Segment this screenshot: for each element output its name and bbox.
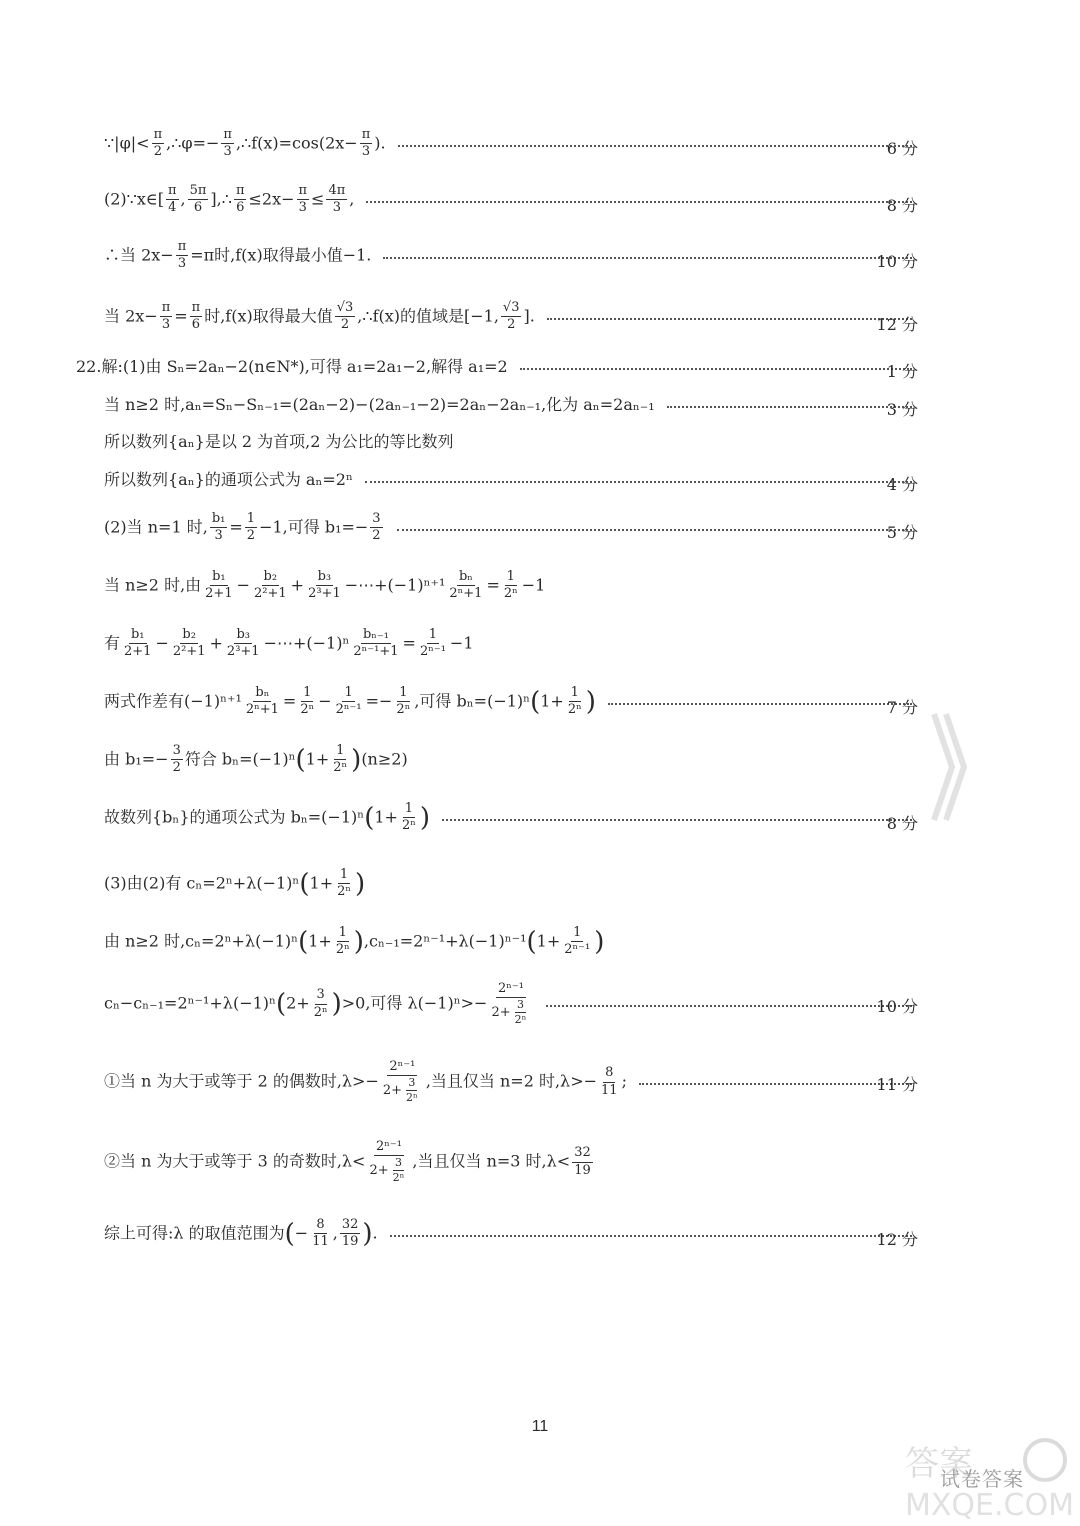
fraction: $\frac{\text{b₃}}{\text{2³+1}}$	[226, 627, 260, 660]
fraction: $\frac{\pi}{3}$	[298, 183, 308, 216]
fraction: $\frac{4\pi}{3}$	[328, 183, 346, 216]
solution-line-18: ①当 n 为大于或等于 2 的偶数时,λ>− 2ⁿ⁻¹ 2+ $\frac{3}{\text{2ⁿ}}$ ,当且仅当 n=2 时,λ>− $\frac{8}{11}$ ;	[104, 1060, 920, 1104]
dot-leader	[520, 368, 912, 370]
solution-line-3: ∴当 2x− $\frac{\pi}{3}$ =π时,f(x)取得最小值−1.	[104, 240, 920, 272]
fraction: $\frac{1}{\text{2ⁿ⁻¹}}$	[419, 627, 446, 660]
compound-fraction: 2ⁿ⁻¹ 2+ $\frac{3}{\text{2ⁿ}}$	[491, 981, 527, 1027]
score-label: 8 分	[886, 814, 918, 833]
fraction: $\frac{\text{b₁}}{3}$	[211, 511, 226, 544]
solution-line-17: cₙ−cₙ₋₁=2ⁿ⁻¹+λ(−1)ⁿ(2+ $\frac{3}{\text{2ⁿ}}$ )>0,可得 λ(−1)ⁿ>− 2ⁿ⁻¹ 2+ $\frac{3}{\text{2ⁿ}}$	[104, 982, 920, 1026]
dot-leader	[546, 1005, 912, 1007]
dot-leader	[383, 257, 912, 259]
solution-line-2: (2)∵x∈[ $\frac{\pi}{4}$ , $\frac{5\pi}{6}$ ],∴ $\frac{\pi}{6}$ ≤2x− $\frac{\pi}{3}$ ≤ $\frac{4\pi}{3}$ ,	[104, 184, 920, 216]
fraction: $\frac{32}{19}$	[574, 1145, 591, 1178]
solution-line-19: ②当 n 为大于或等于 3 的奇数时,λ< 2ⁿ⁻¹ 2+ $\frac{3}{\text{2ⁿ}}$ ,当且仅当 n=3 时,λ< $\frac{32}{19}$	[104, 1139, 591, 1185]
solution-line-4: 当 2x− $\frac{\pi}{3}$ = $\frac{\pi}{6}$ 时,f(x)取得最大值 $\frac{√3}{2}$ ,∴f(x)的值域是[−1, $\frac{√3}{2}$ ].	[104, 301, 920, 333]
score-label: 6 分	[886, 139, 918, 158]
solution-line-8: 所以数列{aₙ}的通项公式为 aₙ=2ⁿ	[104, 472, 920, 488]
solution-line-16: 由 n≥2 时,cₙ=2ⁿ+λ(−1)ⁿ(1+ $\frac{1}{\text{2ⁿ}}$ ),cₙ₋₁=2ⁿ⁻¹+λ(−1)ⁿ⁻¹(1+ $\frac{1}{\text{2ⁿ⁻¹}}$ )	[104, 925, 605, 958]
solution-line-15: (3)由(2)有 cₙ=2ⁿ+λ(−1)ⁿ(1+ $\frac{1}{\text{2ⁿ}}$ )	[104, 867, 366, 900]
fraction: $\frac{1}{\text{2ⁿ}}$	[300, 685, 315, 718]
compound-fraction: 2ⁿ⁻¹ 2+ $\frac{3}{\text{2ⁿ}}$	[369, 1139, 405, 1185]
score-label: 11 分	[876, 1075, 918, 1094]
score-label: 8 分	[886, 196, 918, 215]
watermark-site: MXQE.COM	[905, 1488, 1074, 1523]
fraction: $\frac{8}{11}$	[312, 1217, 329, 1250]
solution-line-7: 所以数列{aₙ}是以 2 为首项,2 为公比的等比数列	[104, 432, 454, 451]
fraction: $\frac{3}{2}$	[372, 511, 381, 544]
dot-leader	[547, 318, 912, 320]
score-label: 10 分	[876, 997, 918, 1016]
fraction: $\frac{1}{\text{2ⁿ}}$	[337, 867, 352, 900]
fraction: $\frac{\text{bₙ₋₁}}{\text{2ⁿ⁻¹+1}}$	[353, 627, 399, 660]
solution-line-9: (2)当 n=1 时, $\frac{\text{b₁}}{3}$ = $\frac{1}{2}$ −1,可得 b₁=− $\frac{3}{2}$	[104, 512, 920, 544]
fraction: $\frac{\pi}{3}$	[223, 127, 232, 160]
score-label: 3 分	[886, 400, 918, 419]
fraction: $\frac{1}{\text{2ⁿ⁻¹}}$	[564, 925, 591, 958]
score-label: 1 分	[886, 362, 918, 381]
score-label: 4 分	[886, 475, 918, 494]
dot-leader	[639, 1083, 912, 1085]
fraction: $\frac{√3}{2}$	[336, 300, 354, 333]
dot-leader	[366, 201, 912, 203]
solution-line-14: 故数列{bₙ}的通项公式为 bₙ=(−1)ⁿ(1+ $\frac{1}{\text{2ⁿ}}$ )	[104, 802, 920, 834]
score-label: 10 分	[876, 252, 918, 271]
solution-line-1: ∵|φ|< $\frac{\pi}{2}$ ,∴φ=− $\frac{\pi}{3}$ ,∴f(x)=cos(2x− $\frac{\pi}{3}$ ).	[104, 128, 920, 160]
page-number: 11	[531, 1418, 549, 1435]
score-label: 7 分	[886, 698, 918, 717]
fraction: $\frac{\pi}{6}$	[191, 300, 201, 333]
solution-line-20: 综上可得:λ 的取值范围为(− $\frac{8}{11}$ , $\frac{32}{19}$ ).	[104, 1218, 920, 1250]
fraction: $\frac{\text{b₂}}{\text{2²+1}}$	[254, 569, 287, 602]
fraction: $\frac{1}{\text{2ⁿ}}$	[396, 685, 411, 718]
fraction: $\frac{1}{\text{2ⁿ}}$	[333, 743, 348, 776]
next-page-chevron-icon[interactable]	[930, 712, 970, 822]
fraction: $\frac{\pi}{6}$	[235, 183, 245, 216]
fraction: $\frac{\pi}{3}$	[177, 239, 187, 272]
fraction: $\frac{\pi}{3}$	[161, 300, 171, 333]
fraction: $\frac{3}{\text{2ⁿ}}$	[514, 998, 527, 1027]
solution-line-6: 当 n≥2 时,aₙ=Sₙ−Sₙ₋₁=(2aₙ−2)−(2aₙ₋₁−2)=2aₙ−2aₙ₋₁,化为 aₙ=2aₙ₋₁	[104, 397, 920, 413]
fraction: $\frac{\pi}{2}$	[153, 127, 163, 160]
fraction: $\frac{1}{2}$	[246, 511, 256, 544]
fraction: $\frac{\text{b₁}}{2+1}$	[205, 569, 233, 602]
text: ∵|φ|<	[104, 133, 150, 153]
fraction: $\frac{√3}{2}$	[502, 300, 520, 333]
watermark-caption: 试卷答案	[940, 1469, 1024, 1491]
score-label: 12 分	[876, 1230, 918, 1249]
fraction: $\frac{1}{\text{2ⁿ}}$	[335, 925, 350, 958]
dot-leader	[667, 406, 912, 408]
fraction: $\frac{\pi}{4}$	[167, 183, 177, 216]
fraction: $\frac{8}{11}$	[601, 1065, 618, 1098]
fraction: $\frac{\text{bₙ}}{\text{2ⁿ+1}}$	[245, 685, 279, 718]
dot-leader	[390, 1235, 912, 1237]
fraction: $\frac{\text{b₂}}{\text{2²+1}}$	[172, 627, 206, 660]
fraction: $\frac{3}{2}$	[172, 743, 181, 776]
solution-line-10: 当 n≥2 时,由 $\frac{\text{b₁}}{2+1}$ − $\frac{\text{b₂}}{\text{2²+1}}$ + $\frac{\text{b₃}}{\text{2³+1}}$ −⋯+(−1)ⁿ⁺¹ $\frac{\text{bₙ}}{\text{2ⁿ+1}}$ = $\frac{1}{\text{2ⁿ}}$ −1	[104, 569, 546, 602]
dot-leader	[442, 819, 912, 821]
fraction: $\frac{1}{\text{2ⁿ⁻¹}}$	[335, 685, 362, 718]
fraction: $\frac{5\pi}{6}$	[189, 183, 207, 216]
fraction: $\frac{3}{\text{2ⁿ}}$	[406, 1076, 418, 1105]
dot-leader	[397, 529, 912, 531]
fraction: $\frac{\pi}{3}$	[361, 127, 371, 160]
watermark-text: 答案	[905, 1444, 973, 1484]
solution-line-13: 由 b₁=− $\frac{3}{2}$ 符合 bₙ=(−1)ⁿ(1+ $\frac{1}{\text{2ⁿ}}$ )(n≥2)	[104, 743, 408, 776]
fraction: $\frac{1}{\text{2ⁿ}}$	[401, 801, 416, 834]
fraction: $\frac{\text{b₁}}{2+1}$	[124, 627, 152, 660]
fraction: $\frac{1}{\text{2ⁿ}}$	[503, 569, 518, 602]
fraction: $\frac{32}{19}$	[341, 1217, 359, 1250]
solution-line-5: 22.解:(1)由 Sₙ=2aₙ−2(n∈N*),可得 a₁=2a₁−2,解得 a₁=2	[76, 359, 920, 375]
fraction: $\frac{1}{\text{2ⁿ}}$	[567, 685, 582, 718]
compound-fraction: 2ⁿ⁻¹ 2+ $\frac{3}{\text{2ⁿ}}$	[382, 1059, 418, 1105]
dot-leader	[398, 145, 912, 147]
fraction: $\frac{\text{b₃}}{\text{2³+1}}$	[308, 569, 341, 602]
fraction: $\frac{3}{\text{2ⁿ}}$	[392, 1156, 405, 1185]
dot-leader	[365, 481, 912, 483]
fraction: $\frac{\text{bₙ}}{\text{2ⁿ+1}}$	[449, 569, 483, 602]
score-label: 5 分	[886, 523, 918, 542]
fraction: $\frac{3}{\text{2ⁿ}}$	[313, 987, 328, 1020]
solution-line-12: 两式作差有(−1)ⁿ⁺¹ $\frac{\text{bₙ}}{\text{2ⁿ+1}}$ = $\frac{1}{\text{2ⁿ}}$ − $\frac{1}{\text{2ⁿ⁻¹}}$ =− $\frac{1}{\text{2ⁿ}}$ ,可得 bₙ=(−1)ⁿ(1+ $\frac{1}{\text{2ⁿ}}$ )	[104, 686, 920, 718]
solution-line-11: 有 $\frac{\text{b₁}}{2+1}$ − $\frac{\text{b₂}}{\text{2²+1}}$ + $\frac{\text{b₃}}{\text{2³+1}}$ −⋯+(−1)ⁿ $\frac{\text{bₙ₋₁}}{\text{2ⁿ⁻¹+1}}$ = $\frac{1}{\text{2ⁿ⁻¹}}$ −1	[104, 627, 474, 660]
score-label: 12 分	[876, 315, 918, 334]
dot-leader	[608, 703, 912, 705]
